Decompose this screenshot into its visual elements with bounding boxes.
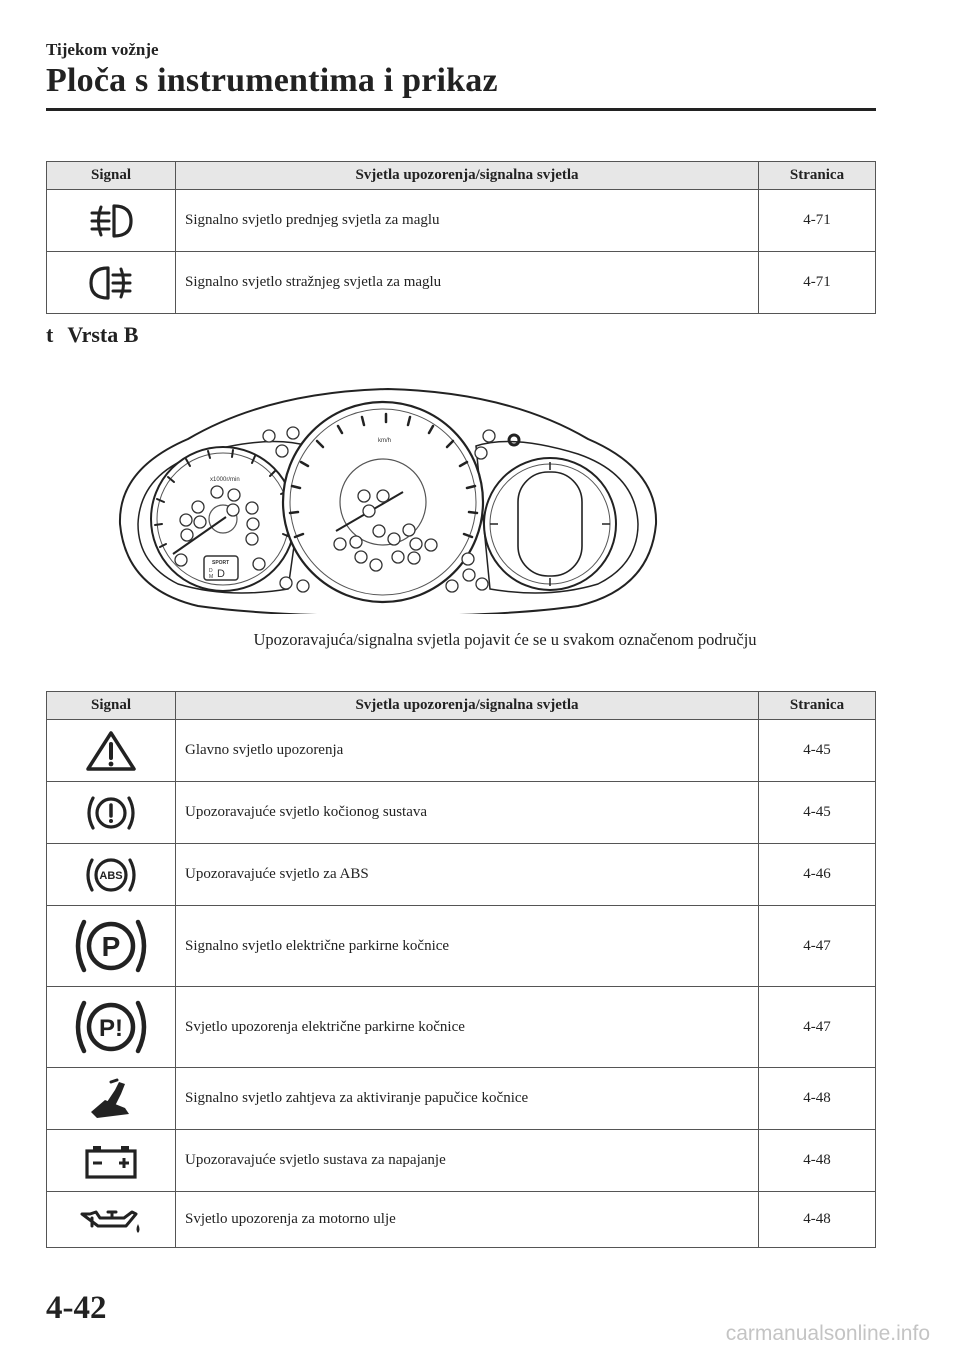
table-row <box>47 782 876 844</box>
tachometer <box>151 447 295 591</box>
description-cell: Signalno svjetlo zahtjeva za aktiviranje papučice kočnice <box>176 1068 759 1130</box>
header-signal: Signal <box>47 162 176 190</box>
page-cell: 4-48 <box>759 1068 876 1130</box>
signal-cell <box>47 1130 176 1192</box>
description-cell: Upozoravajuće svjetlo kočionog sustava <box>176 782 759 844</box>
description-cell: Svjetlo upozorenja električne parkirne kočnice <box>176 987 759 1068</box>
table-row <box>47 1068 876 1130</box>
page-cell: 4-71 <box>759 252 876 314</box>
engine-oil-warning-icon <box>78 1202 144 1238</box>
page-cell: 4-48 <box>759 1192 876 1248</box>
table-row <box>47 844 876 906</box>
brake-pedal-request-icon <box>85 1078 137 1120</box>
page-cell: 4-47 <box>759 906 876 987</box>
svg-text:x1000r/min: x1000r/min <box>210 477 240 483</box>
svg-text:P!: P! <box>99 1015 123 1042</box>
electric-parking-brake-warning-icon <box>69 994 153 1060</box>
table-header-row <box>47 692 876 720</box>
subsection-title: Vrsta B <box>67 322 139 347</box>
description-cell: Signalno svjetlo stražnjeg svjetla za maglu <box>176 252 759 314</box>
section-label: Tijekom vožnje <box>46 40 159 59</box>
svg-text:P: P <box>101 931 121 962</box>
electric-parking-brake-icon <box>69 913 153 979</box>
signal-table-2 <box>46 691 876 1248</box>
header-signal: Signal <box>47 692 176 720</box>
signal-cell <box>47 844 176 906</box>
subsection-heading <box>46 322 138 348</box>
instrument-cluster-diagram <box>118 384 658 614</box>
front-fog-light-icon <box>86 200 136 242</box>
table-row <box>47 720 876 782</box>
signal-cell <box>47 190 176 252</box>
charging-system-warning-icon <box>81 1141 141 1181</box>
page-cell: 4-71 <box>759 190 876 252</box>
signal-cell <box>47 782 176 844</box>
svg-text:km/h: km/h <box>378 438 392 444</box>
description-cell: Upozoravajuće svjetlo sustava za napajanje <box>176 1130 759 1192</box>
description-cell: Signalno svjetlo električne parkirne kočnice <box>176 906 759 987</box>
table-row <box>47 190 876 252</box>
signal-cell <box>47 987 176 1068</box>
table-row <box>47 1192 876 1248</box>
page-cell: 4-45 <box>759 782 876 844</box>
description-cell: Glavno svjetlo upozorenja <box>176 720 759 782</box>
svg-text:D: D <box>217 568 225 580</box>
svg-text:SPORT: SPORT <box>212 560 230 566</box>
page-number: 4-42 <box>46 1290 107 1326</box>
page-cell: 4-45 <box>759 720 876 782</box>
svg-text:M: M <box>209 574 214 580</box>
fuel-gauge <box>484 458 616 590</box>
table-header-row <box>47 162 876 190</box>
abs-warning-icon <box>81 852 141 898</box>
header-description: Svjetla upozorenja/signalna svjetla <box>176 162 759 190</box>
signal-cell <box>47 1068 176 1130</box>
brake-system-warning-icon <box>81 790 141 836</box>
page-cell: 4-47 <box>759 987 876 1068</box>
signal-cell <box>47 720 176 782</box>
signal-table-1 <box>46 161 876 314</box>
table-row <box>47 1130 876 1192</box>
title-divider <box>46 108 876 111</box>
table-row <box>47 906 876 987</box>
page-cell: 4-48 <box>759 1130 876 1192</box>
svg-text:ABS: ABS <box>99 869 123 882</box>
header-description: Svjetla upozorenja/signalna svjetla <box>176 692 759 720</box>
page-title: Ploča s instrumentima i prikaz <box>46 62 498 99</box>
watermark: carmanualsonline.info <box>725 1322 930 1345</box>
svg-text:D: D <box>209 568 213 574</box>
diagram-caption: Upozoravajuća/signalna svjetla pojavit će se u svakom označenom području <box>253 630 757 649</box>
signal-cell <box>47 906 176 987</box>
signal-cell <box>47 1192 176 1248</box>
description-cell: Upozoravajuće svjetlo za ABS <box>176 844 759 906</box>
header-page: Stranica <box>759 162 876 190</box>
master-warning-icon <box>83 728 139 774</box>
table-row <box>47 987 876 1068</box>
description-cell: Signalno svjetlo prednjeg svjetla za maglu <box>176 190 759 252</box>
subsection-bullet: t <box>46 322 54 347</box>
signal-cell <box>47 252 176 314</box>
table-row <box>47 252 876 314</box>
rear-fog-light-icon <box>86 262 136 304</box>
header-page: Stranica <box>759 692 876 720</box>
description-cell: Svjetlo upozorenja za motorno ulje <box>176 1192 759 1248</box>
page-cell: 4-46 <box>759 844 876 906</box>
